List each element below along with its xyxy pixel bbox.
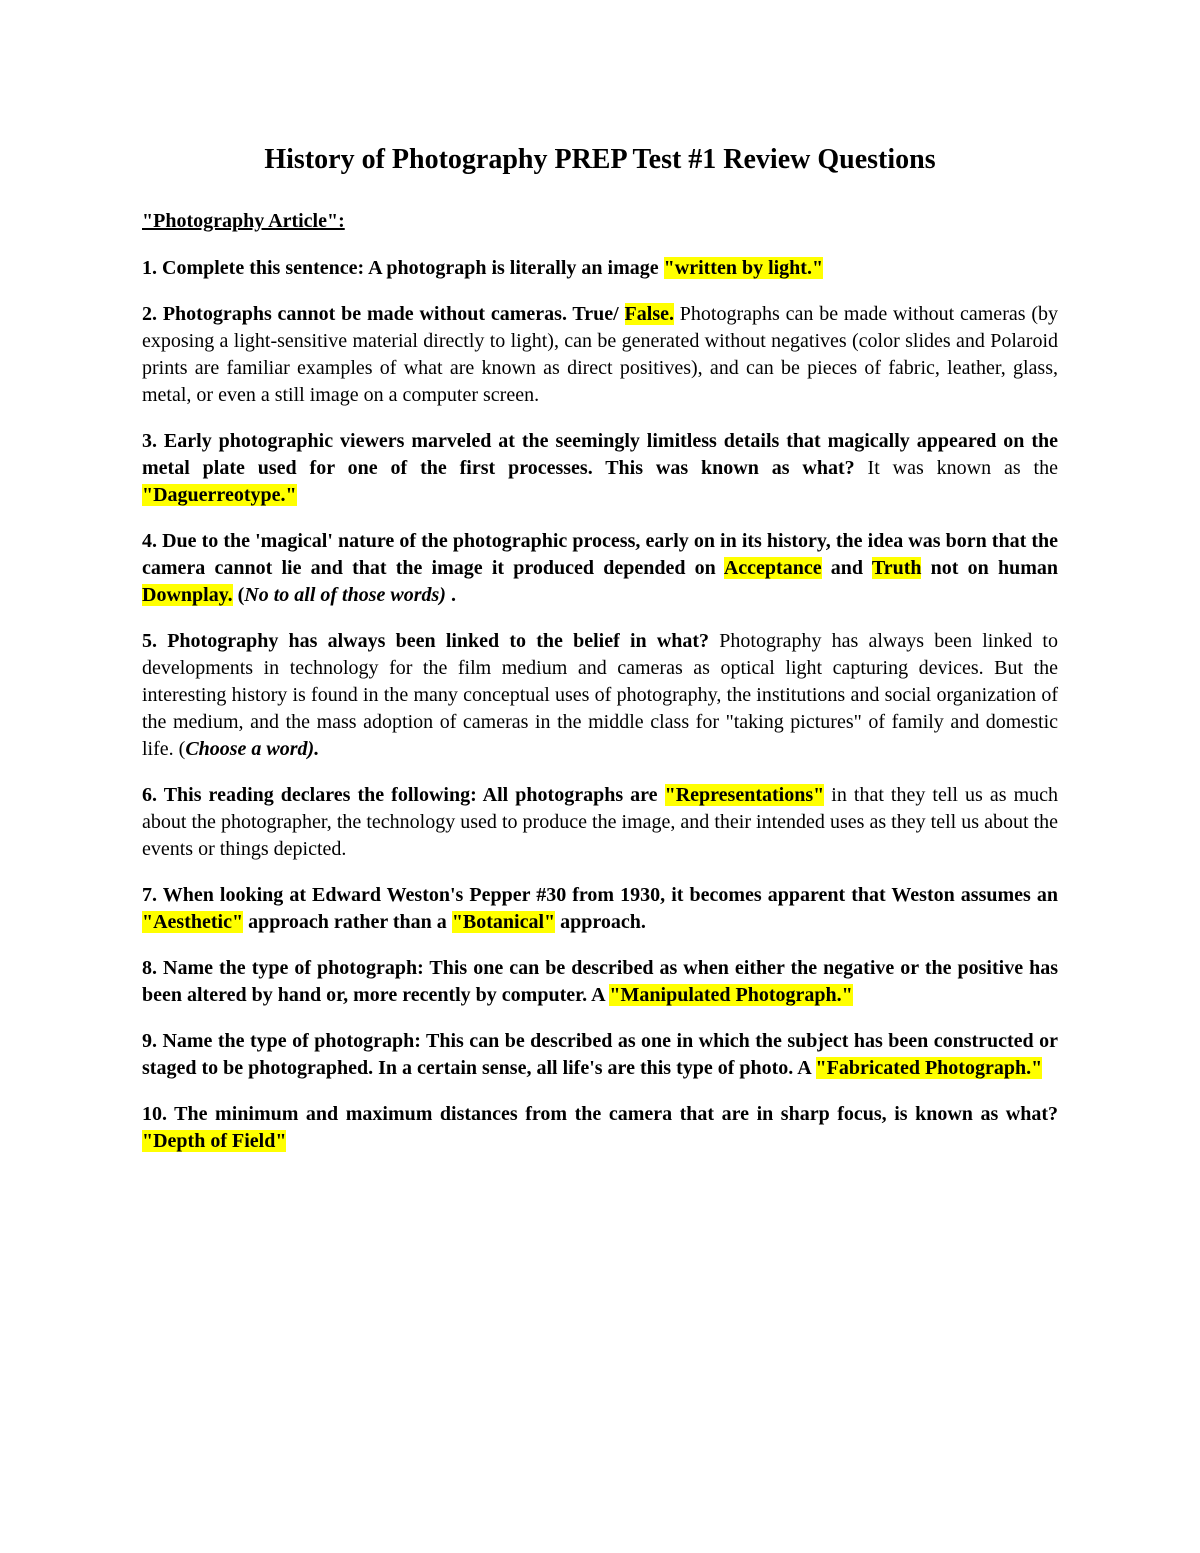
question-7-answer-1: "Aesthetic": [142, 911, 244, 933]
question-4-not-on: not on human: [921, 557, 1058, 579]
question-4-end: .: [445, 584, 456, 606]
question-6: [142, 782, 1058, 863]
question-8-prompt: 8. Name the type of photograph: This one can be described as when either the negative or the positive has been altered by hand or, more recently by computer. A: [142, 957, 1058, 1006]
question-3-answer: "Daguerreotype.": [142, 484, 297, 506]
question-2: [142, 301, 1058, 409]
question-9-prompt: 9. Name the type of photograph: This can be described as one in which the subject has been constructed or staged to be photographed. In a certain sense, all life's are this type of photo. A: [142, 1030, 1058, 1079]
question-4-answer-2: Truth: [871, 557, 922, 579]
section-heading: "Photography Article":: [142, 210, 345, 232]
question-1-answer: "written by light.": [663, 257, 824, 279]
question-4: [142, 528, 1058, 609]
question-10: [142, 1101, 1058, 1155]
question-4-answer-3: Downplay.: [142, 584, 233, 606]
document-page: [142, 138, 1058, 1174]
question-3-prompt: 3. Early photographic viewers marveled at the seemingly limitless details that magically appeared on the metal plate used for one of the first processes. This was known as what?: [142, 430, 1058, 479]
question-3-lead: It was known as the: [854, 457, 1058, 479]
question-7-prompt: 7. When looking at Edward Weston's Pepper #30 from 1930, it becomes apparent that Weston assumes an: [142, 884, 1058, 906]
question-4-answer-1: Acceptance: [723, 557, 822, 579]
question-4-paren: (: [237, 584, 245, 606]
question-9-answer: "Fabricated Photograph.": [815, 1057, 1043, 1079]
question-7-middle: approach rather than a: [243, 911, 452, 933]
question-10-answer: "Depth of Field": [142, 1130, 287, 1152]
question-4-prompt: 4. Due to the 'magical' nature of the photographic process, early on in its history, the idea was born that the camera cannot lie and that the image it produced depended on: [142, 530, 1058, 579]
question-7-answer-2: "Botanical": [451, 911, 556, 933]
question-2-prompt: 2. Photographs cannot be made without cameras. True/: [142, 303, 625, 325]
question-5-prompt: 5. Photography has always been linked to the belief in what?: [142, 630, 710, 652]
question-2-explanation: Photographs can be made without cameras (by exposing a light-sensitive material directly to light), can be generated without negatives (color slides and Polaroid prints are familiar examples of what are known as direct positives), and can be pieces of fabric, leather, glass, metal, or even a still image on a computer screen.: [142, 303, 1058, 406]
question-4-and: and: [821, 557, 872, 579]
question-5-explanation: Photography has always been linked to developments in technology for the film medium and cameras as optical light capturing devices. But the interesting history is found in the many conceptual uses of photography, the institutions and social organization of the medium, and the mass adoption of cameras in the middle class for "taking pictures" of family and domestic life. (: [142, 630, 1058, 760]
question-4-note: No to all of those words): [244, 584, 446, 606]
question-7: [142, 882, 1058, 936]
question-1: [142, 255, 1058, 282]
question-1-prompt: 1. Complete this sentence: A photograph is literally an image: [142, 257, 664, 279]
question-8: [142, 955, 1058, 1009]
question-7-end: approach.: [555, 911, 646, 933]
question-6-answer: "Representations": [664, 784, 825, 806]
question-5-note: Choose a word).: [185, 738, 320, 760]
question-8-answer: "Manipulated Photograph.": [609, 984, 853, 1006]
question-6-explanation: in that they tell us as much about the photographer, the technology used to produce the image, and their intended uses as they tell us about the events or things depicted.: [142, 784, 1058, 860]
question-10-prompt: 10. The minimum and maximum distances from the camera that are in sharp focus, is known as what?: [142, 1103, 1058, 1125]
question-6-prompt: 6. This reading declares the following: All photographs are: [142, 784, 665, 806]
question-5: [142, 628, 1058, 763]
question-9: [142, 1028, 1058, 1082]
question-2-answer: False.: [624, 303, 674, 325]
page-title: History of Photography PREP Test #1 Review Questions: [264, 144, 936, 175]
question-3: [142, 428, 1058, 509]
